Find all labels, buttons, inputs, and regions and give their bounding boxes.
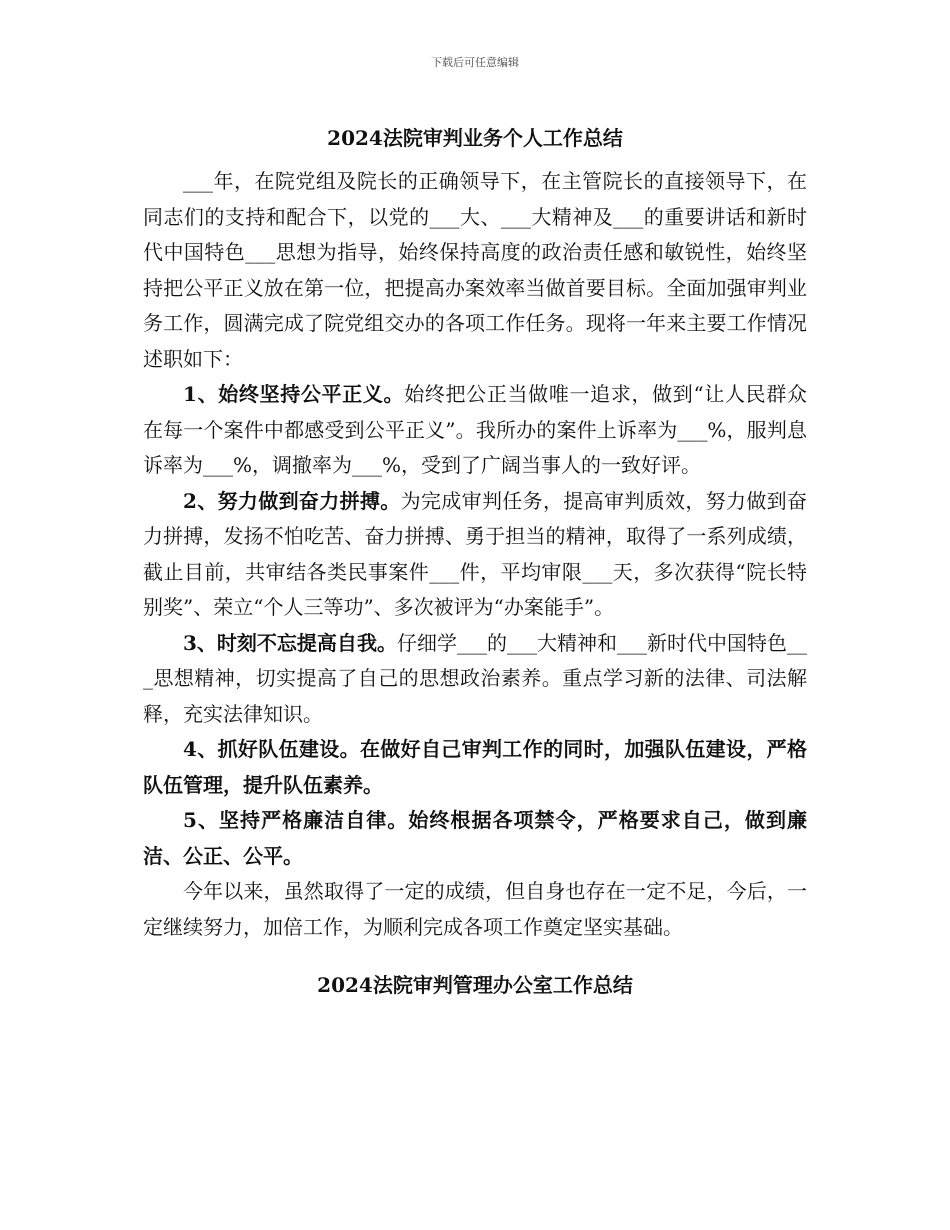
item-lead-3: 3、时刻不忘提高自我。 [183, 630, 397, 655]
item-lead-5: 5、坚持严格廉洁自律。 [183, 808, 409, 832]
item-lead-4: 4、抓好队伍建设。 [183, 737, 360, 761]
item-lead-2: 2、努力做到奋力拼搏。 [183, 488, 401, 513]
item-body-4: 在做好自己审判工作的同时，加强队伍建设，严格队伍管理，提升队伍素养。 [143, 737, 808, 797]
intro-paragraph: ___年，在院党组及院长的正确领导下，在主管院长的直接领导下，在同志们的支持和配合下，以党的___大、___大精神及___的重要讲话和新时代中国特色___思想为指导，始终保持高度的政治责任感和敏锐性，始终坚持把公平正义放在第一位，把提高办案效率当做首要目标。全面加强审判业务工作，圆满完成了院党组交办的各项工作任务。现将一年来主要工作情况述职如下： [143, 169, 807, 371]
item-paragraph-1 [143, 377, 807, 484]
document-title: 2024法院审判业务个人工作总结 [327, 126, 623, 150]
item-paragraph-3 [143, 626, 807, 733]
closing-paragraph: 今年以来，虽然取得了一定的成绩，但自身也存在一定不足，今后，一定继续努力，加倍工作，为顺利完成各项工作奠定坚实基础。 [143, 879, 807, 939]
item-lead-1: 1、始终坚持公平正义。 [183, 382, 405, 406]
header-note: 下载后可任意编辑 [431, 56, 519, 69]
item-body-3: 仔细学___的___大精神和___新时代中国特色___思想精神，切实提高了自己的思想政治素养。重点学习新的法律、司法解释，充实法律知识。 [143, 630, 808, 726]
item-body-1: 始终把公正当做唯一追求，做到“让人民群众在每一个案件中都感受到公平正义”。我所办的案件上诉率为___%，服判息诉率为___%，调撤率为___%，受到了广阔当事人的一致好评。 [143, 382, 807, 477]
document-body [143, 122, 807, 1011]
second-document-title: 2024法院审判管理办公室工作总结 [317, 973, 633, 997]
item-body-2: 为完成审判任务，提高审判质效，努力做到奋力拼搏，发扬不怕吃苦、奋力拼搏、勇于担当的精神，取得了一系列成绩，截止目前，共审结各类民事案件___件，平均审限___天，多次获得“院长特别奖”、荣立“个人三等功”、多次被评为“办案能手”。 [143, 488, 808, 619]
item-paragraph-5 [143, 803, 807, 874]
item-paragraph-4 [143, 732, 807, 803]
item-paragraph-2 [143, 484, 807, 626]
item-body-5: 始终根据各项禁令，严格要求自己，做到廉洁、公正、公平。 [143, 808, 807, 868]
